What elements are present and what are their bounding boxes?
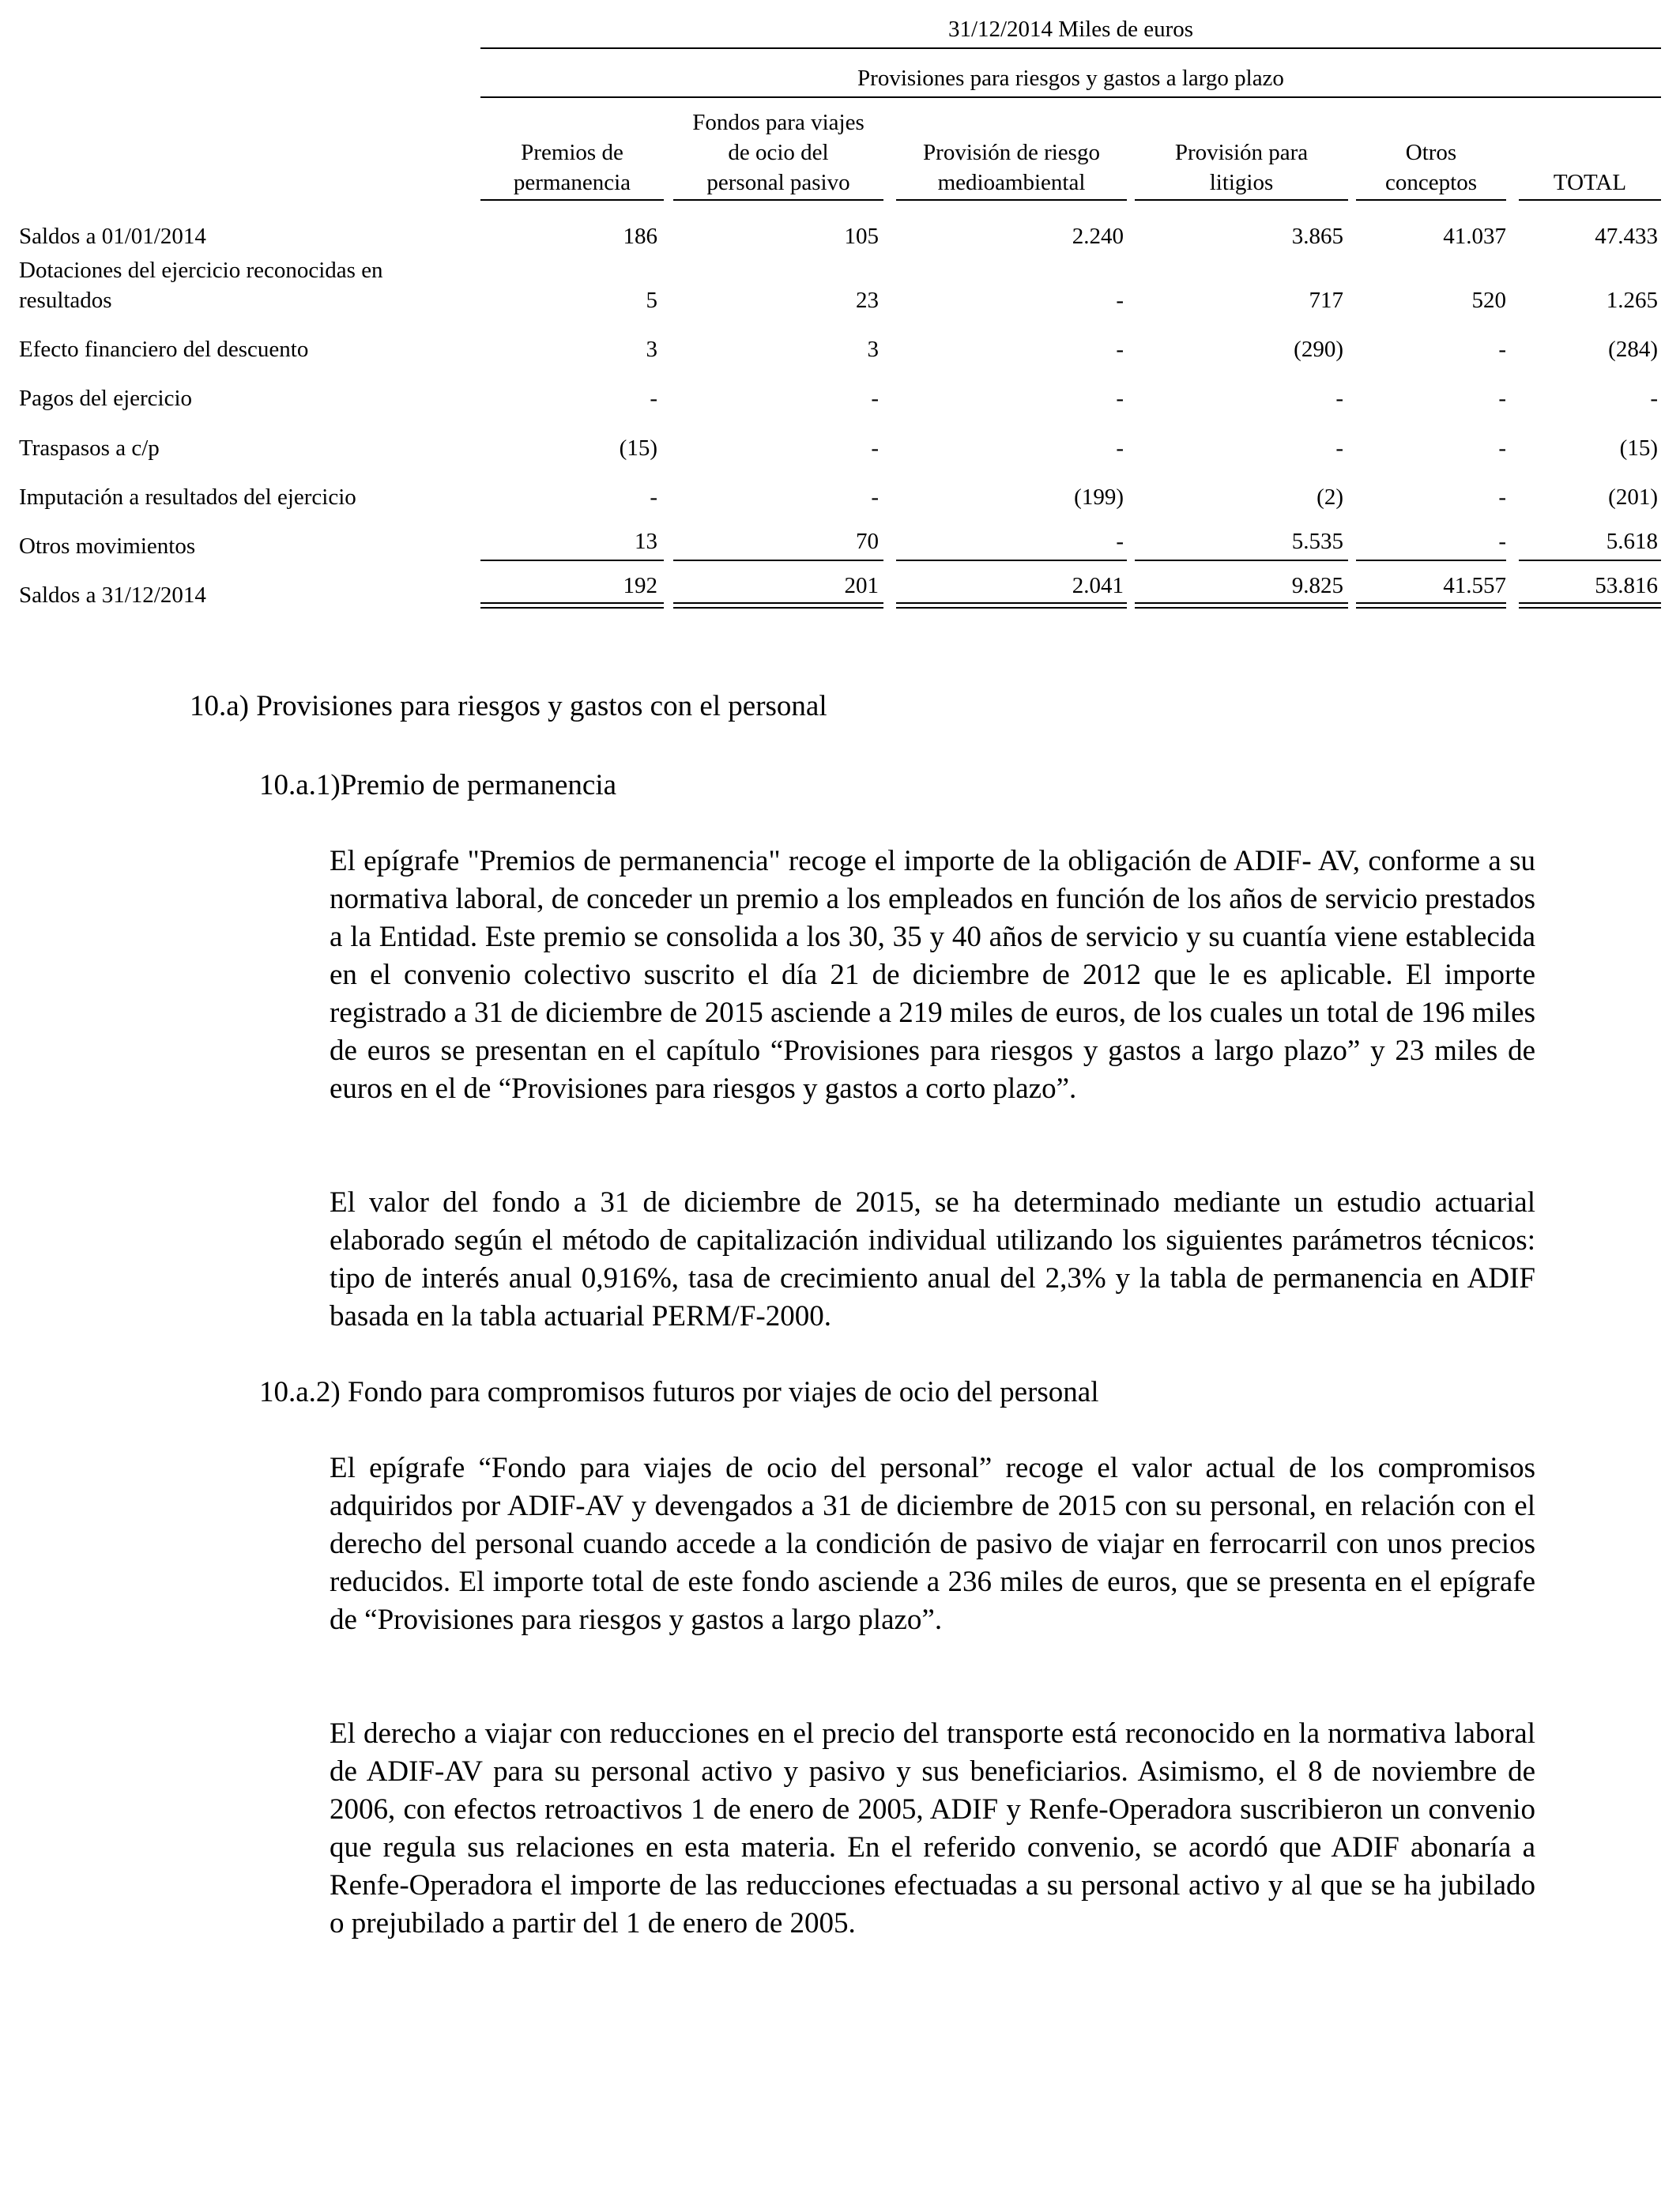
column-header-rule [1135, 199, 1348, 201]
row-label-efecto-financiero: Efecto financiero del descuento [19, 337, 309, 362]
total-double-rule [896, 602, 1127, 609]
column-header-fondos-viajes [673, 104, 883, 198]
subtotal-rule [1135, 560, 1348, 561]
table-cell: - [650, 484, 657, 510]
row-label-pagos: Pagos del ejercicio [19, 386, 193, 411]
paragraph-premio-2: El valor del fondo a 31 de diciembre de 2015, se ha determinado mediante un estudio actuarial elaborado según el método de capitalización individual utilizando los siguientes parámetros técnicos: tipo de interés anual 0,916%, tasa de crecimiento anual del 2,3% y la tabla de permanencia en ADIF basada en la tabla actuarial PERM/F-2000. [330, 1186, 1535, 1333]
section-heading-10a1: 10.a.1)Premio de permanencia [259, 769, 617, 801]
table-cell: - [1116, 288, 1124, 313]
row-label-otros-movimientos: Otros movimientos [19, 533, 196, 559]
table-cell: - [1498, 337, 1506, 362]
column-header-rule [896, 199, 1127, 201]
table-cell: 3 [646, 337, 657, 362]
column-header-line: Otros [1405, 140, 1457, 165]
table-cell: - [1116, 435, 1124, 461]
total-double-rule [1135, 602, 1348, 609]
column-header-line: Provisión para [1174, 140, 1309, 165]
subtotal-rule [673, 560, 883, 561]
table-cell: - [1335, 435, 1343, 461]
paragraph-viajes-1: El epígrafe “Fondo para viajes de ocio del personal” recoge el valor actual de los compromisos adquiridos por ADIF-AV y devengados a 31 de diciembre de 2015 con su personal, en relación con el derecho del personal cuando accede a la condición de pasivo de viajar en ferrocarril con unos precios reducidos. El importe total de este fondo asciende a 236 miles de euros, que se presenta en el epígrafe de “Provisiones para riesgos y gastos a largo plazo”. [330, 1452, 1535, 1636]
table-cell: 41.037 [1443, 224, 1506, 249]
table-cell: 41.557 [1443, 573, 1506, 598]
table-cell: - [871, 484, 879, 510]
column-header-premios [480, 104, 664, 198]
table-cell: (2) [1317, 484, 1343, 510]
table-cell: 2.240 [1072, 224, 1124, 249]
table-cell: - [1498, 386, 1506, 411]
column-header-litigios [1135, 104, 1348, 198]
table-cell: (15) [1619, 435, 1658, 461]
column-header-line: Premios de [521, 140, 623, 165]
table-cell: 13 [635, 529, 657, 554]
subtotal-rule [896, 560, 1127, 561]
table-cell: - [1335, 386, 1343, 411]
table-cell: - [1498, 484, 1506, 510]
table-cell: (284) [1608, 337, 1658, 362]
column-header-otros [1356, 104, 1506, 198]
column-header-total [1519, 104, 1661, 198]
table-cell: (199) [1074, 484, 1124, 510]
subtotal-rule [1356, 560, 1506, 561]
table-cell: 520 [1471, 288, 1506, 313]
row-label-imputacion: Imputación a resultados del ejercicio [19, 484, 356, 510]
table-cell: 53.816 [1595, 573, 1658, 598]
table-cell: 70 [856, 529, 879, 554]
table-cell: 1.265 [1606, 288, 1658, 313]
subtotal-rule [1519, 560, 1661, 561]
total-double-rule [1519, 602, 1661, 609]
column-header-line: permanencia [513, 170, 631, 195]
table-cell: 717 [1309, 288, 1343, 313]
table-cell: 23 [856, 288, 879, 313]
table-cell: - [871, 435, 879, 461]
table-cell: 47.433 [1595, 224, 1658, 249]
row-label-traspasos: Traspasos a c/p [19, 435, 160, 461]
row-label-line: Dotaciones del ejercicio reconocidas en [19, 258, 383, 283]
table-cell: 5.535 [1291, 529, 1343, 554]
section-heading-10a2: 10.a.2) Fondo para compromisos futuros por viajes de ocio del personal [259, 1376, 1099, 1408]
table-cell: 201 [844, 573, 879, 598]
table-cell: - [1116, 337, 1124, 362]
column-header-line: medioambiental [937, 170, 1086, 195]
section-heading-10a: 10.a) Provisiones para riesgos y gastos con el personal [190, 690, 827, 722]
row-label-saldos-inicio: Saldos a 01/01/2014 [19, 224, 206, 249]
table-cell: 186 [623, 224, 657, 249]
table-cell: 5 [646, 288, 657, 313]
row-label-saldos-cierre: Saldos a 31/12/2014 [19, 582, 206, 608]
row-label-line: resultados [19, 288, 112, 313]
table-cell: 3.865 [1291, 224, 1343, 249]
column-header-line: Provisión de riesgo [923, 140, 1100, 165]
total-double-rule [480, 602, 664, 609]
paragraph-viajes-2: El derecho a viajar con reducciones en el precio del transporte está reconocido en la normativa laboral de ADIF-AV para su personal activo y pasivo y sus beneficiarios. Asimismo, el 8 de noviembre de 2006, con efectos retroactivos 1 de enero de 2005, ADIF y Renfe-Operadora suscribieron un convenio que regula sus relaciones en esta materia. En el referido convenio, se acordó que ADIF abonaría a Renfe-Operadora el importe de las reducciones efectuadas a su personal activo y al que se ha jubilado o prejubilado a partir del 1 de enero de 2005. [330, 1717, 1535, 1940]
column-header-rule [1519, 199, 1661, 201]
table-cell: 5.618 [1606, 529, 1658, 554]
table-cell: (201) [1608, 484, 1658, 510]
column-header-rule [1356, 199, 1506, 201]
table-cell: - [650, 386, 657, 411]
column-header-line: de ocio del [728, 140, 829, 165]
group-header-rule [480, 96, 1661, 98]
table-cell: - [1116, 529, 1124, 554]
table-cell: - [871, 386, 879, 411]
column-header-line: Fondos para viajes [692, 110, 864, 135]
table-cell: (15) [619, 435, 657, 461]
table-cell: 105 [844, 224, 879, 249]
paragraph-premio-1: El epígrafe "Premios de permanencia" recoge el importe de la obligación de ADIF- AV, conforme a su normativa laboral, de conceder un premio a los empleados en función de los años de servicio prestados a la Entidad. Este premio se consolida a los 30, 35 y 40 años de servicio y su cuantía viene establecida en el convenio colectivo suscrito el día 21 de diciembre de 2012 que le es aplicable. El importe registrado a 31 de diciembre de 2015 asciende a 219 miles de euros, de los cuales un total de 196 miles de euros se presentan en el capítulo “Provisiones para riesgos y gastos a largo plazo” y 23 miles de euros en el de “Provisiones para riesgos y gastos a corto plazo”. [330, 845, 1535, 1105]
column-header-line: TOTAL [1553, 170, 1627, 195]
table-cell: 192 [623, 573, 657, 598]
column-header-line: personal pasivo [706, 170, 850, 195]
total-double-rule [1356, 602, 1506, 609]
table-cell: 2.041 [1072, 573, 1124, 598]
table-group-header: Provisiones para riesgos y gastos a largo plazo [857, 66, 1284, 91]
table-cell: - [1116, 386, 1124, 411]
table-date-header: 31/12/2014 Miles de euros [947, 17, 1194, 42]
table-cell: - [1650, 386, 1658, 411]
column-header-rule [673, 199, 883, 201]
column-header-rule [480, 199, 664, 201]
subtotal-rule [480, 560, 664, 561]
table-cell: 9.825 [1291, 573, 1343, 598]
table-cell: - [1498, 435, 1506, 461]
total-double-rule [673, 602, 883, 609]
column-header-line: litigios [1209, 170, 1274, 195]
table-cell: - [1498, 529, 1506, 554]
row-label-dotaciones [19, 255, 461, 315]
column-header-line: conceptos [1385, 170, 1477, 195]
column-header-medioambiental [896, 104, 1127, 198]
table-cell: 3 [867, 337, 879, 362]
table-cell: (290) [1294, 337, 1343, 362]
date-header-rule [480, 47, 1661, 49]
